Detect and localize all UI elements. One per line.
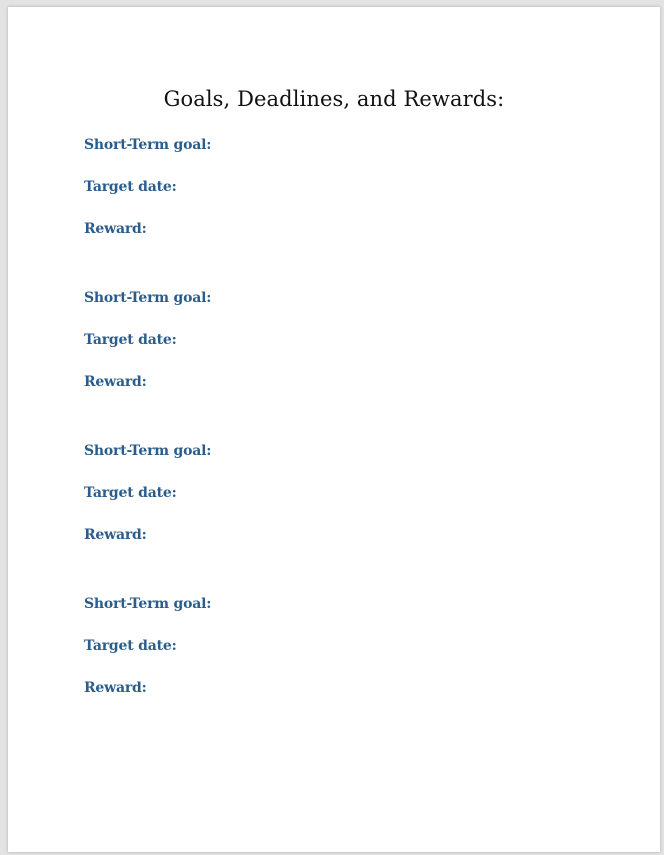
target-date-label: Target date:: [84, 332, 177, 348]
short-term-goal-label: Short-Term goal:: [84, 443, 212, 459]
reward-label: Reward:: [84, 374, 147, 390]
target-date-label: Target date:: [84, 485, 177, 501]
reward-label: Reward:: [84, 221, 147, 237]
reward-label: Reward:: [84, 527, 147, 543]
goal-section-2: [84, 289, 584, 415]
target-date-label: Target date:: [84, 638, 177, 654]
document-page: [8, 7, 660, 852]
page-title: Goals, Deadlines, and Rewards:: [163, 87, 505, 111]
goal-section-1: [84, 136, 584, 262]
goal-section-4: [84, 595, 584, 721]
target-date-label: Target date:: [84, 179, 177, 195]
short-term-goal-label: Short-Term goal:: [84, 290, 212, 306]
short-term-goal-label: Short-Term goal:: [84, 137, 212, 153]
reward-label: Reward:: [84, 680, 147, 696]
short-term-goal-label: Short-Term goal:: [84, 596, 212, 612]
goal-section-3: [84, 442, 584, 568]
